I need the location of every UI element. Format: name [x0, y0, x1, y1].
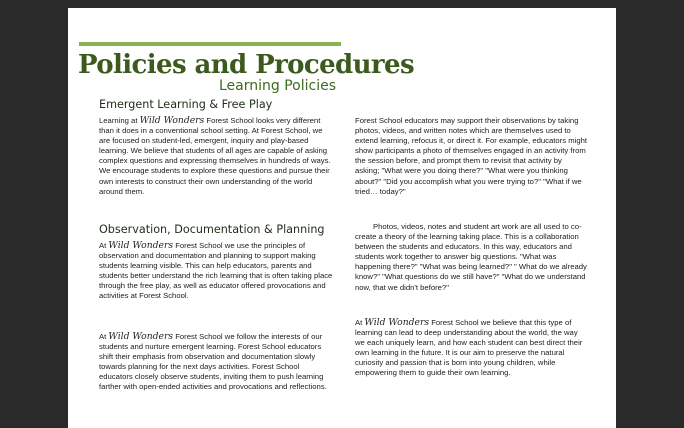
paragraph-intro: Learning at: [99, 116, 140, 125]
brand-name: Wild Wonders: [364, 317, 430, 328]
brand-name: Wild Wonders: [139, 115, 205, 126]
section-heading-emergent-learning: Emergent Learning & Free Play: [99, 98, 273, 111]
paragraph-body: Forest School we believe that this type of learning can lead to deep understanding about the world, the way we each uniquely learn, and how each student can best direct their own learning in the future. It is our aim to preserve the natural curiosity and passion that is born into young children, while empowering them to guide their own learning.: [355, 318, 583, 378]
paragraph-body: Forest School we use the principles of observation and documentation and planning to support making students learning visible. This can help educators, parents and students better understand the rich learning that is often taking place through the free play, as well as educator offered provocations and activities at Forest School.: [99, 241, 333, 301]
section-heading-observation: Observation, Documentation & Planning: [99, 223, 325, 236]
brand-name: Wild Wonders: [108, 331, 174, 342]
brand-name: Wild Wonders: [108, 240, 174, 251]
title-accent-rule: [79, 42, 341, 46]
page-subtitle: Learning Policies: [219, 78, 337, 94]
paragraph-intro: At: [99, 241, 109, 250]
paragraph-right-2: Photos, videos, notes and student art work are all used to co-create a theory of the learning taking place. This is a collaboration between the students and educators. In this way, educators and students work together to answer big questions. "What was happening there?" "What was being learned?" " What do we already know?" "What questions do we still have?" "What do we understand now, that we didn't before?": [355, 222, 587, 292]
paragraph-intro: At: [355, 318, 365, 327]
paragraph-observation-1: [99, 241, 333, 302]
paragraph-body: Forest School looks very different than it does in a conventional school setting. At Forest School, we are focused on student-led, emergent, inquiry and play-based learning. We believe that students of all ages are capable of asking complex questions and expressing themselves in hundreds of ways. We encourage students to explore these questions and pursue their own interests to construct their own understanding of the world around them.: [99, 116, 331, 196]
paragraph-right-3: [355, 318, 587, 379]
paragraph-right-1: Forest School educators may support their observations by taking photos, videos, and written notes which are themselves used to extend learning, refocus it, or direct it. For example, educators might show participants a photo of themselves engaged in an activity from the session before, and prompt them to revisit that activity by asking; "What were you doing there?" "What were you thinking about?" "Did you accomplish what you were trying to?" "What if we tried… today?": [355, 116, 588, 196]
paragraph-intro: At: [99, 332, 109, 341]
paragraph-observation-2: [99, 332, 333, 393]
page-title: Policies and Procedures: [78, 50, 414, 80]
paragraph-emergent-learning: [99, 116, 333, 197]
paragraph-body: Forest School we follow the interests of our students and nurture emergent learning. Forest School educators shift their emphasis from observation and documentation slowly towards planning for the next days activities. Forest School educators closely observe students, inviting them to push learning farther with open-ended activities and provocations and reflections.: [99, 332, 327, 392]
